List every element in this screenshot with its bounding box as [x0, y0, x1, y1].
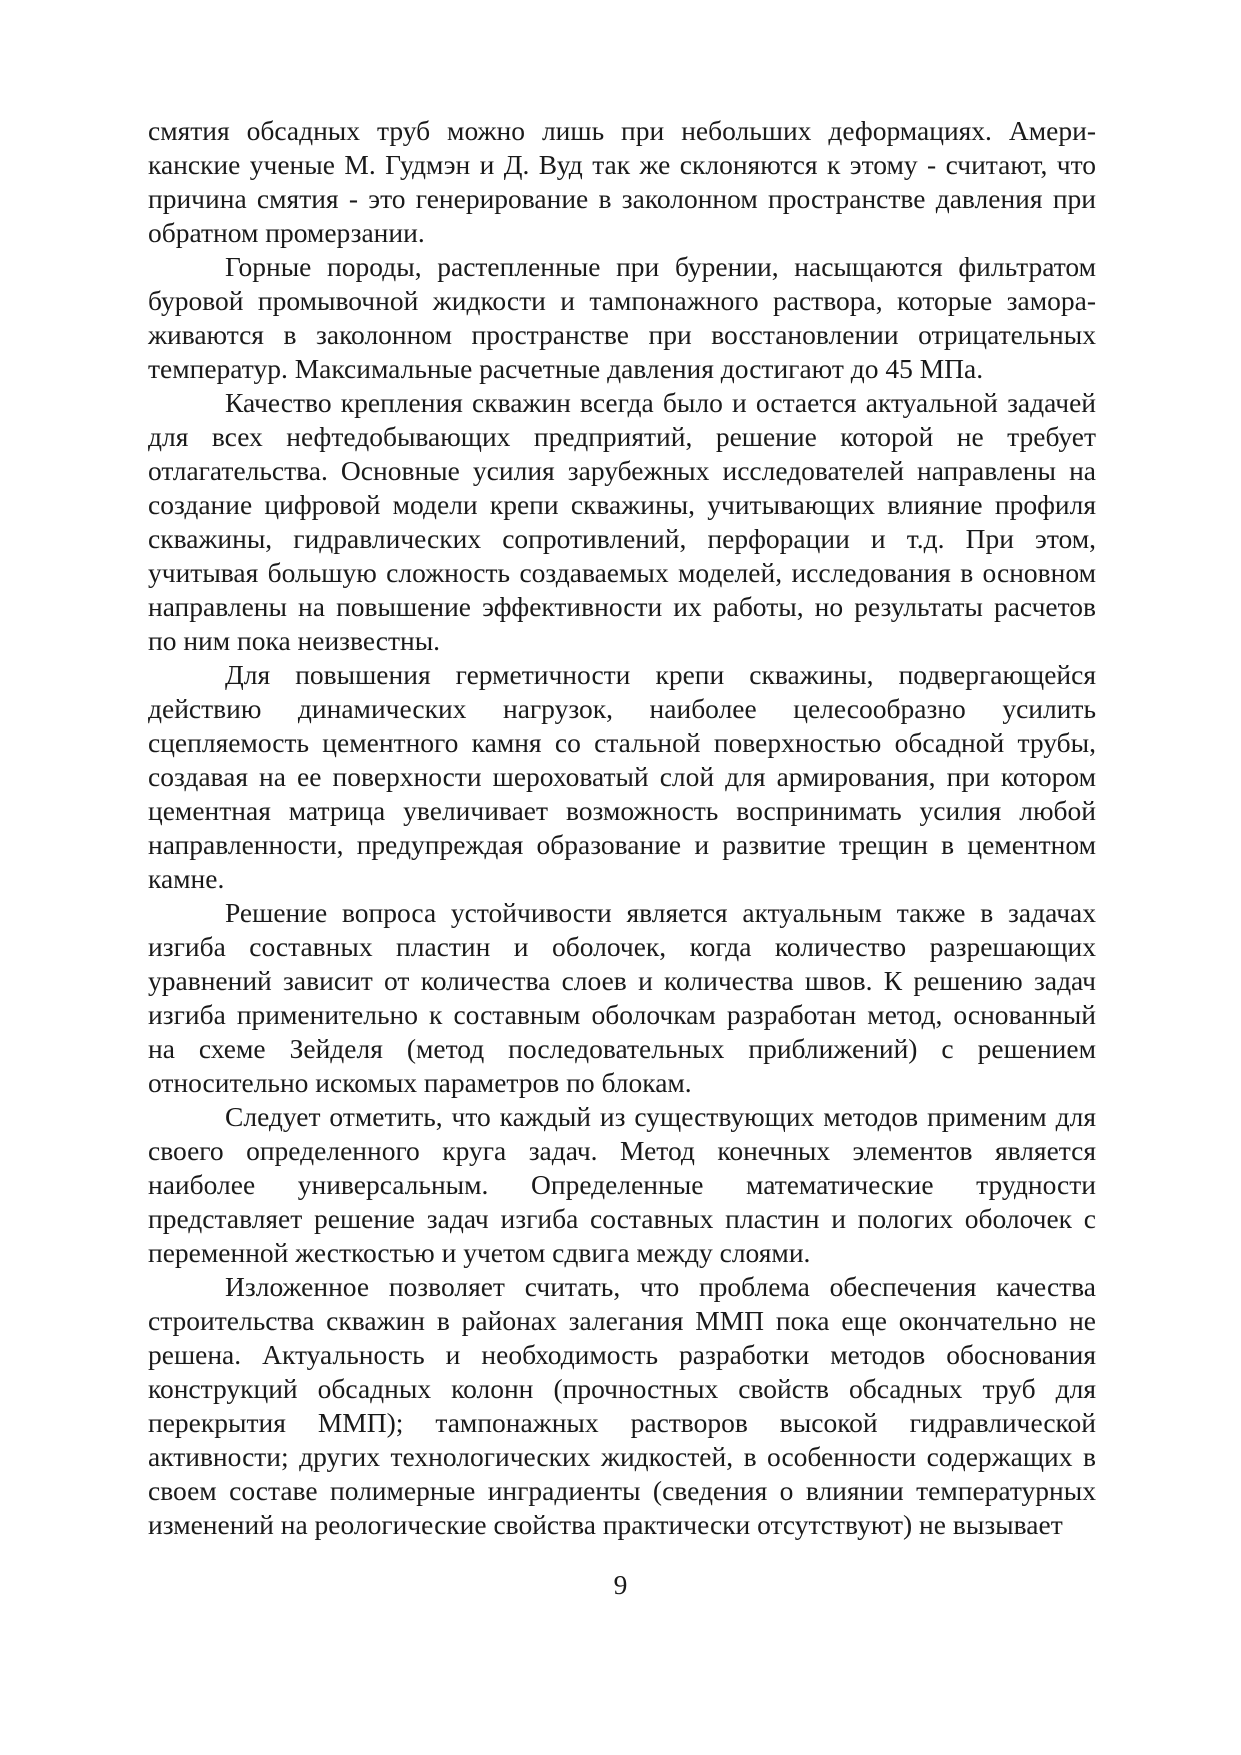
paragraph: Следует отметить, что каждый из существующих методов применим для своего определенного круга задач. Метод конечных элементов является наиболее универсальным. Определенные математические трудности представляет решение задач изгиба составных пластин и пологих оболочек с переменной жесткостью и учетом сдвига между слоями. [148, 1101, 1096, 1268]
body-text [148, 114, 1096, 1542]
paragraph: Для повышения герметичности крепи скважины, подвергающейся действию динамических нагрузок, наиболее целесообразно усилить сцепляемость цементного камня со стальной поверхностью обсадной трубы, создавая на ее поверхности шероховатый слой для армирования, при котором цементная матрица увеличивает возможность воспринимать усилия любой направленности, предупреждая образование и развитие трещин в цементном камне. [148, 659, 1096, 894]
paragraph-continuation: смятия обсадных труб можно лишь при небольших деформациях. Американские ученые М. Гудмэн и Д. Вуд так же склоняются к этому - считают, что причина смятия - это генерирование в заколонном пространстве давления при обратном промерзании. [148, 115, 1096, 248]
paragraph: Качество крепления скважин всегда было и остается актуальной задачей для всех нефтедобывающих предприятий, решение которой не требует отлагательства. Основные усилия зарубежных исследователей направлены на создание цифровой модели крепи скважины, учитывающих влияние профиля скважины, гидравлических сопротивлений, перфорации и т.д. При этом, учитывая большую сложность создаваемых моделей, исследования в основном направлены на повышение эффективности их работы, но результаты расчетов по ним пока неизвестны. [148, 387, 1096, 656]
page-number: 9 [613, 1569, 628, 1600]
paragraph: Решение вопроса устойчивости является актуальным также в задачах изгиба составных пластин и оболочек, когда количество разрешающих уравнений зависит от количества слоев и количества швов. К решению задач изгиба применительно к составным оболочкам разработан метод, основанный на схеме Зейделя (метод последовательных приближений) с решением относительно искомых параметров по блокам. [148, 897, 1096, 1098]
paragraph: Изложенное позволяет считать, что проблема обеспечения качества строительства скважин в районах залегания ММП пока еще окончательно не решена. Актуальность и необходимость разработки методов обоснования конструкций обсадных колонн (прочностных свойств обсадных труб для перекрытия ММП); тампонажных растворов высокой гидравлической активности; других технологических жидкостей, в особенности содержащих в своем составе полимерные ингрaдиенты (сведения о влиянии температурных изменений на реологические свойства практически отсутствуют) не вызывает [148, 1271, 1096, 1540]
paragraph: Горные породы, растепленные при бурении, насыщаются фильтратом буровой промывочной жидкости и тампонажного раствора, которые замораживаются в заколонном пространстве при восстановлении отрицательных температур. Максимальные расчетные давления достигают до 45 МПа. [148, 251, 1096, 384]
